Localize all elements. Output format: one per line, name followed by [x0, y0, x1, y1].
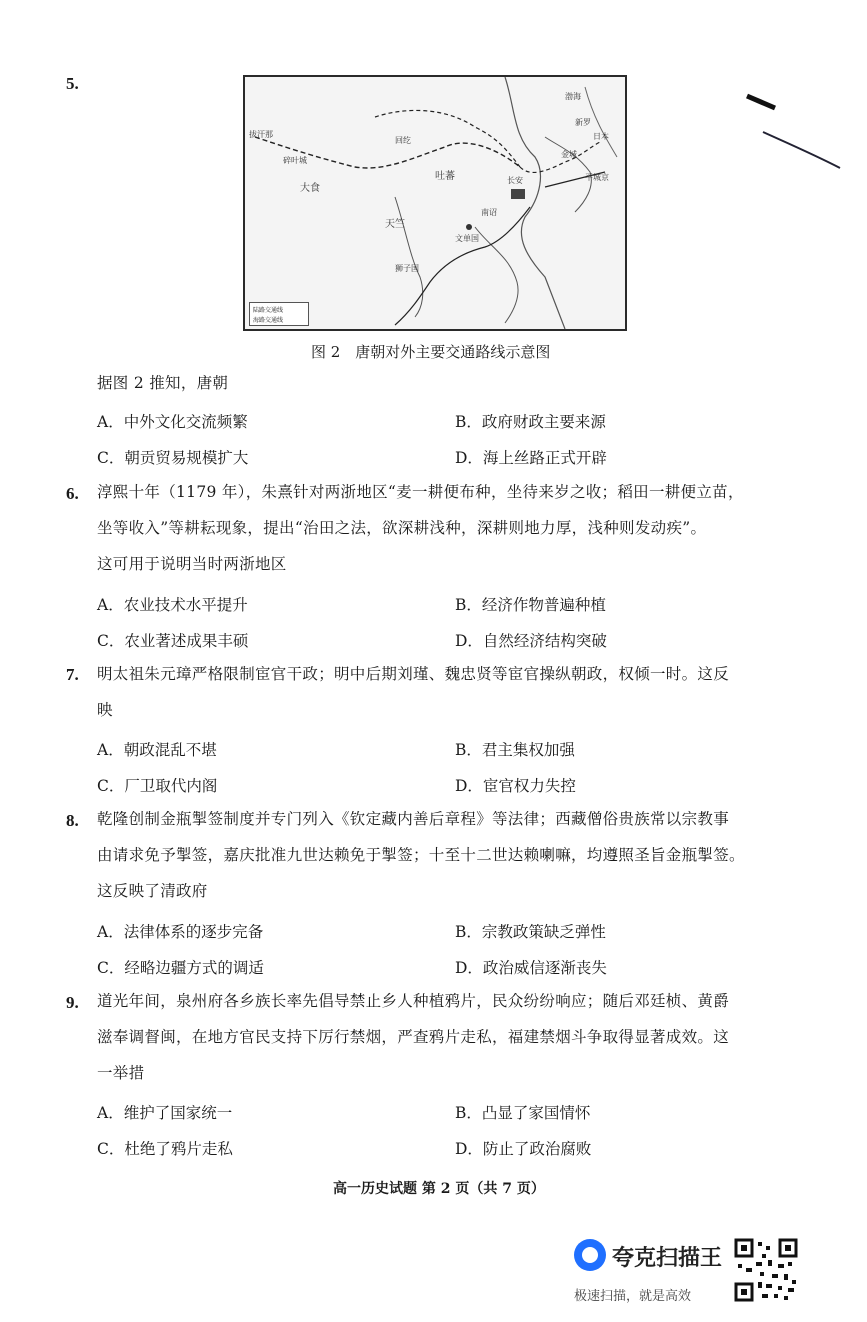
- option-a: A．中外文化交流频繁: [97, 413, 248, 431]
- option-b: B．君主集权加强: [455, 741, 575, 759]
- map-legend: [249, 302, 309, 326]
- option-b: B．政府财政主要来源: [455, 413, 606, 431]
- map-label: 长安: [507, 176, 523, 185]
- map-label: 回纥: [395, 136, 411, 145]
- option-d: D．政治威信逐渐丧失: [455, 959, 607, 977]
- option-c: C．厂卫取代内阁: [97, 777, 218, 795]
- map-label: 文单国: [455, 234, 479, 243]
- option-b: B．宗教政策缺乏弹性: [455, 923, 606, 941]
- figure-caption: 图 2 唐朝对外主要交通路线示意图: [311, 343, 551, 361]
- page-footer: 高一历史试题 第 2 页（共 7 页）: [333, 1181, 545, 1197]
- question-stem: 淳熙十年（1179 年），朱熹针对两浙地区“麦一耕便布种，坐待来岁之收；稻田一耕便立苗， 坐等收入”等耕耘现象，提出“治田之法，欲深耕浅种，深耕则地力厚，浅种则发动疾”。 这可用于说明当时两浙地区: [97, 483, 744, 573]
- option-d: D．海上丝路正式开辟: [455, 449, 607, 467]
- question-stem: 明太祖朱元璋严格限制宦官干政；明中后期刘瑾、魏忠贤等宦官操纵朝政，权倾一时。这反 映: [97, 665, 730, 719]
- map-label: 日本: [593, 132, 609, 141]
- map-label: 南诏: [481, 208, 497, 217]
- quark-logo-icon: [574, 1239, 606, 1271]
- map-label: 大食: [300, 183, 320, 194]
- brand-slogan: 极速扫描，就是高效: [574, 1289, 692, 1304]
- option-b: B．凸显了家国情怀: [455, 1104, 591, 1122]
- brand-name: 夸克扫描王: [612, 1246, 723, 1271]
- map-label: 平城京: [585, 173, 609, 182]
- option-a: A．农业技术水平提升: [97, 596, 248, 614]
- qr-code-icon: [734, 1238, 798, 1302]
- map-label: 拔汗那: [249, 130, 273, 139]
- map-label: 金城: [561, 150, 577, 159]
- map-label: 天竺: [385, 219, 405, 230]
- map-drawing: [245, 77, 625, 329]
- option-a: A．朝政混乱不堪: [97, 741, 217, 759]
- option-d: D．防止了政治腐败: [455, 1140, 592, 1158]
- question-number: 5.: [66, 74, 79, 93]
- option-b: B．经济作物普遍种植: [455, 596, 606, 614]
- tang-trade-routes-map: [243, 75, 627, 331]
- map-label: 渤海: [565, 92, 581, 101]
- map-label: 新罗: [575, 118, 591, 127]
- question-number: 8.: [66, 811, 79, 830]
- option-c: C．杜绝了鸦片走私: [97, 1140, 233, 1158]
- option-c: C．农业著述成果丰硕: [97, 632, 249, 650]
- map-label: 吐蕃: [435, 171, 455, 182]
- question-number: 7.: [66, 665, 79, 684]
- map-label: 碎叶城: [283, 156, 307, 165]
- question-number: 6.: [66, 484, 79, 503]
- legend-sea-route: 海路交通线: [253, 317, 284, 324]
- question-stem: 据图 2 推知，唐朝: [97, 374, 229, 392]
- map-label: 狮子国: [395, 264, 419, 273]
- option-a: A．维护了国家统一: [97, 1104, 233, 1122]
- question-stem: 道光年间，泉州府各乡族长率先倡导禁止乡人种植鸦片，民众纷纷响应；随后邓廷桢、黄爵 滋奉调督闽，在地方官民支持下厉行禁烟，严查鸦片走私，福建禁烟斗争取得显著成效。这 一举措: [97, 992, 730, 1082]
- pen-mark: [745, 90, 855, 180]
- legend-land-route: 陆路交通线: [253, 307, 284, 314]
- option-c: C．朝贡贸易规模扩大: [97, 449, 249, 467]
- option-a: A．法律体系的逐步完备: [97, 923, 264, 941]
- question-stem: 乾隆创制金瓶掣签制度并专门列入《钦定藏内善后章程》等法律；西藏僧俗贵族常以宗教事 由请求免予掣签，嘉庆批准九世达赖免于掣签；十至十二世达赖喇嘛，均遵照圣旨金瓶掣签。 这反映了清政府: [97, 810, 745, 900]
- question-number: 9.: [66, 993, 79, 1012]
- option-d: D．宦官权力失控: [455, 777, 576, 795]
- option-d: D．自然经济结构突破: [455, 632, 607, 650]
- option-c: C．经略边疆方式的调适: [97, 959, 264, 977]
